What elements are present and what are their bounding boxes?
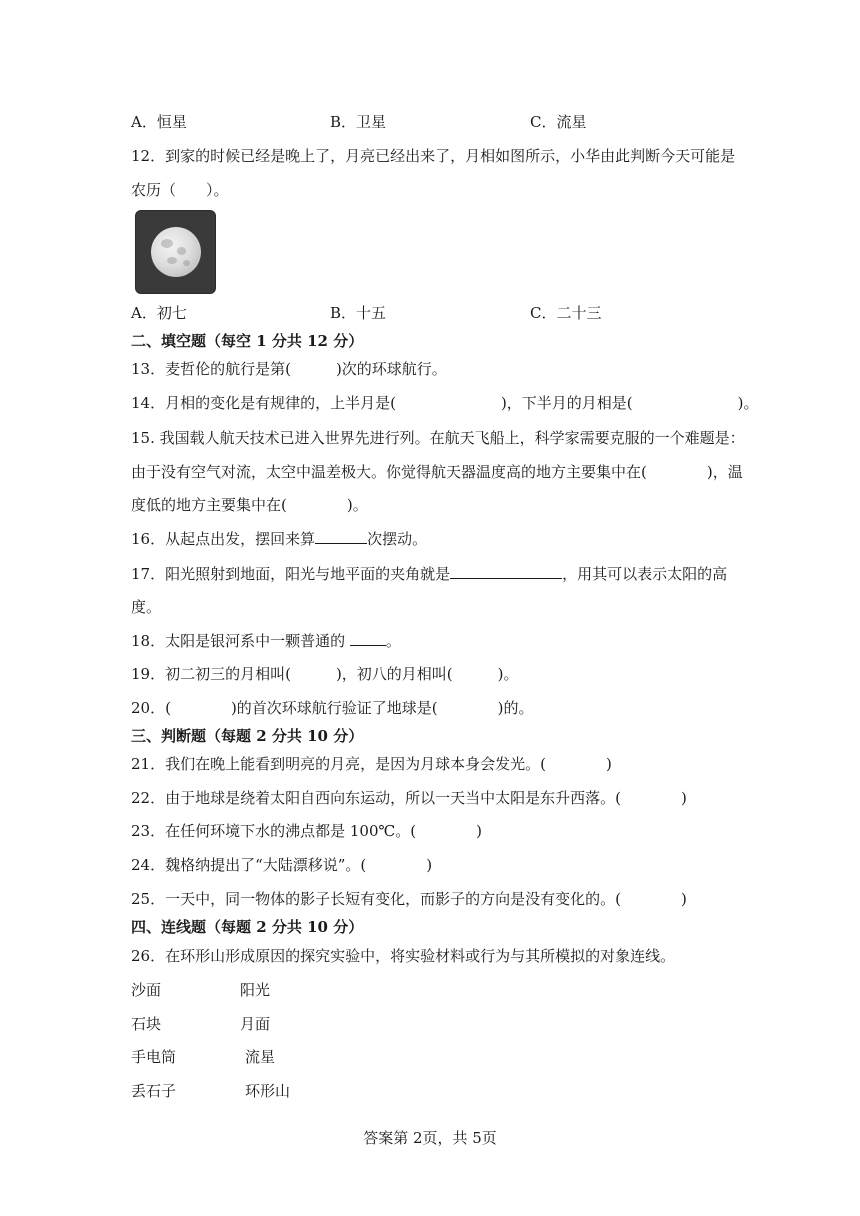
q11-option-b: B．卫星 xyxy=(330,113,387,131)
q17-text-after: ，用其可以表示太阳的高 xyxy=(562,565,728,583)
q23-text: 23．在任何环境下水的沸点都是 100℃。( ) xyxy=(131,822,482,840)
q12-option-c: C．二十三 xyxy=(530,304,602,322)
q16-blank xyxy=(315,529,367,544)
q11-option-a: A．恒星 xyxy=(131,113,187,131)
q22-text: 22．由于地球是绕着太阳自西向东运动，所以一天当中太阳是东升西落。( ) xyxy=(131,789,687,807)
q18-text xyxy=(131,631,401,651)
q11-option-c: C．流星 xyxy=(530,113,587,131)
section3-heading: 三、判断题（每题 2 分共 10 分） xyxy=(131,727,364,745)
q17-text-before: 17．阳光照射到地面，阳光与地平面的夹角就是 xyxy=(131,565,451,583)
section2-heading: 二、填空题（每空 1 分共 12 分） xyxy=(131,332,364,350)
q25-text: 25．一天中，同一物体的影子长短有变化，而影子的方向是没有变化的。( ) xyxy=(131,890,687,908)
q12-option-b: B．十五 xyxy=(330,304,387,322)
q12-text-line2: 农历（ ）。 xyxy=(131,181,229,199)
q26-text: 26．在环形山形成原因的探究实验中，将实验材料或行为与其所模拟的对象连线。 xyxy=(131,947,676,965)
section4-heading: 四、连线题（每题 2 分共 10 分） xyxy=(131,918,364,936)
q16-text xyxy=(131,529,427,549)
q24-text: 24．魏格纳提出了“大陆漂移说”。( ) xyxy=(131,856,433,874)
match-left-item: 手电筒 xyxy=(131,1048,177,1066)
page-footer: 答案第 2页，共 5页 xyxy=(363,1129,497,1147)
q18-text-before: 18．太阳是银河系中一颗普通的 xyxy=(131,632,350,650)
q13-text: 13．麦哲伦的航行是第( )次的环球航行。 xyxy=(131,360,447,378)
match-right-item: 月面 xyxy=(240,1015,271,1033)
match-left-item: 沙面 xyxy=(131,981,162,999)
moon-phase-image xyxy=(135,210,216,294)
match-left-item: 石块 xyxy=(131,1015,162,1033)
match-right-item: 阳光 xyxy=(240,981,271,999)
q15-text-line3: 度低的地方主要集中在( )。 xyxy=(131,496,368,514)
q18-blank xyxy=(350,631,386,646)
q19-text: 19．初二初三的月相叫( )，初八的月相叫( )。 xyxy=(131,665,519,683)
full-moon-icon xyxy=(151,227,201,277)
match-left-item: 丢石子 xyxy=(131,1082,177,1100)
q15-text-line2: 由于没有空气对流，太空中温差极大。你觉得航天器温度高的地方主要集中在( )，温 xyxy=(131,463,743,481)
q21-text: 21．我们在晚上能看到明亮的月亮，是因为月球本身会发光。( ) xyxy=(131,755,612,773)
q16-text-after: 次摆动。 xyxy=(367,530,428,548)
match-right-item: 流星 xyxy=(245,1048,276,1066)
q17-blank xyxy=(450,564,562,579)
q20-text: 20．( )的首次环球航行验证了地球是( )的。 xyxy=(131,699,534,717)
q16-text-before: 16．从起点出发，摆回来算 xyxy=(131,530,316,548)
match-right-item: 环形山 xyxy=(245,1082,291,1100)
q17-text-line2: 度。 xyxy=(131,598,162,616)
q15-text-line1: 15. 我国载人航天技术已进入世界先进行列。在航天飞船上，科学家需要克服的一个难题是： xyxy=(131,429,745,447)
q17-text xyxy=(131,564,727,584)
q18-text-after: 。 xyxy=(385,632,401,650)
q12-option-a: A．初七 xyxy=(131,304,187,322)
q12-text-line1: 12．到家的时候已经是晚上了，月亮已经出来了，月相如图所示，小华由此判断今天可能是 xyxy=(131,147,736,165)
q14-text: 14．月相的变化是有规律的，上半月是( )，下半月的月相是( )。 xyxy=(131,394,759,412)
